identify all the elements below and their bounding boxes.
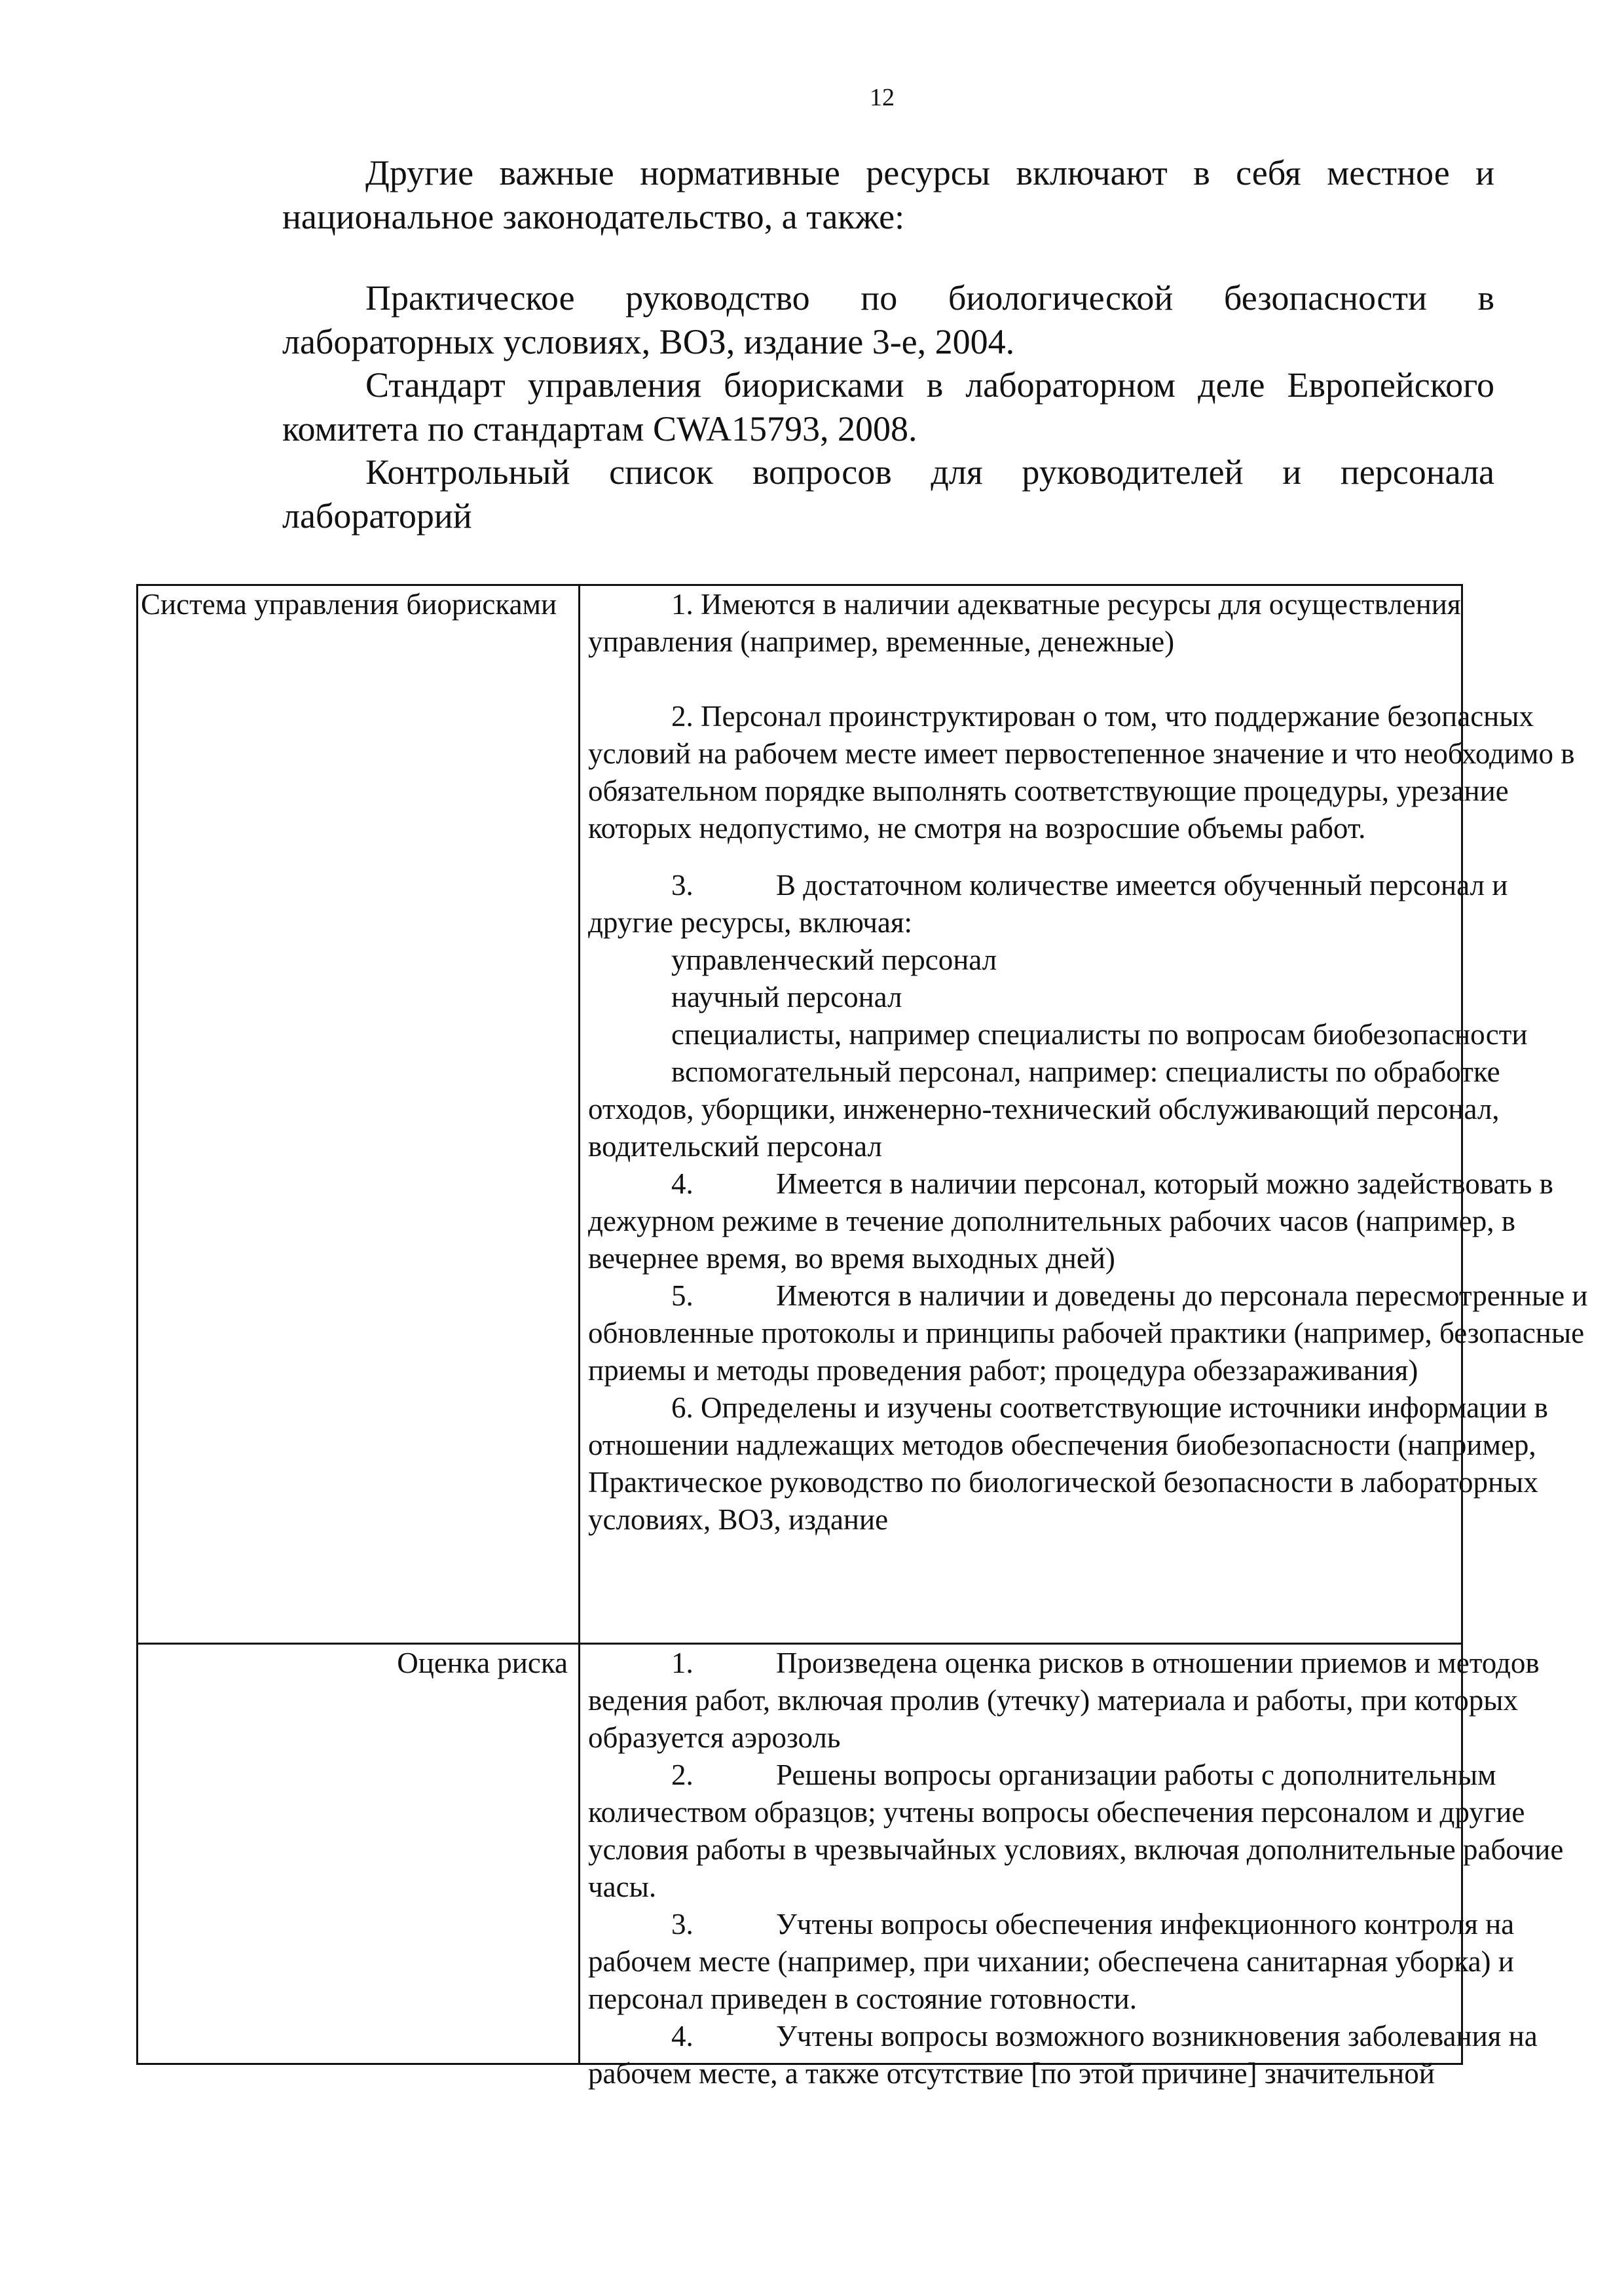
item-number: 4.	[671, 1167, 694, 1200]
biorisk-item-1: 1. Имеются в наличии адекватные ресурсы для осуществления управления (например, временные, денежные)	[588, 588, 1461, 658]
intro-paragraph-3: Стандарт управления биорисками в лабораторном деле Европейского комитета по стандартам CWA15793, 2008.	[282, 365, 1494, 448]
biorisk-item-3-sub-4: вспомогательный персонал, например: специалисты по обработке отходов, уборщики, инженерно-технический обслуживающий персонал, водительский персонал	[588, 1055, 1500, 1163]
table-column-divider	[578, 586, 580, 2063]
item-number: 3.	[671, 1908, 694, 1941]
intro-paragraph-1: Другие важные нормативные ресурсы включают в себя местное и национальное законодательство, а также:	[282, 153, 1494, 236]
item-number: 3.	[671, 869, 694, 902]
item-number: 2.	[671, 1758, 694, 1791]
biorisk-item-3-sub-3: специалисты, например специалисты по вопросам биобезопасности	[671, 1018, 1528, 1051]
risk-item-1	[588, 1645, 1594, 1757]
intro-paragraph-2: Практическое руководство по биологической безопасности в лабораторных условиях, ВОЗ, издание 3-е, 2004.	[282, 278, 1494, 361]
biorisk-item-4	[588, 1165, 1594, 1277]
biorisk-item-5	[588, 1277, 1594, 1389]
item-text: Учтены вопросы обеспечения инфекционного контроля на рабочем месте (например, при чихании; обеспечена санитарная уборка) и персонал приведен в состояние готовности.	[588, 1908, 1515, 2015]
biorisk-item-3	[588, 867, 1594, 941]
item-number: 5.	[671, 1279, 694, 1312]
item-number: 4.	[671, 2020, 694, 2052]
item-text: Имеются в наличии и доведены до персонала пересмотренные и обновленные протоколы и принципы рабочей практики (например, безопасные приемы и методы проведения работ; процедура обеззараживания)	[588, 1279, 1588, 1387]
item-text: Учтены вопросы возможного возникновения заболевания на рабочем месте, а также отсутствие [по этой причине] значительной	[588, 2020, 1538, 2090]
risk-item-4	[588, 2018, 1594, 2092]
biorisk-item-2: 2. Персонал проинструктирован о том, что поддержание безопасных условий на рабочем месте имеет первостепенное значение и что необходимо в обязательном порядке выполнять соответствующие процедуры, урезание которых недопустимо, не смотря на возросшие объемы работ.	[588, 700, 1575, 845]
item-text: Решены вопросы организации работы с дополнительным количеством образцов; учтены вопросы обеспечения персоналом и другие условия работы в чрезвычайных условиях, включая дополнительные рабочие часы.	[588, 1758, 1564, 1903]
intro-paragraph-4: Контрольный список вопросов для руководителей и персонала лабораторий	[282, 452, 1494, 536]
item-text: Имеется в наличии персонал, который можно задействовать в дежурном режиме в течение дополнительных рабочих часов (например, в вечернее время, во время выходных дней)	[588, 1167, 1553, 1275]
risk-item-2	[588, 1757, 1594, 1906]
row-content-biorisk-management	[588, 586, 1594, 1643]
item-number: 1.	[671, 1647, 694, 1679]
risk-item-3	[588, 1906, 1594, 2018]
item-text: Произведена оценка рисков в отношении приемов и методов ведения работ, включая пролив (утечку) материала и работы, при которых образуется аэрозоль	[588, 1647, 1540, 1754]
row-content-risk-assessment	[588, 1645, 1594, 2090]
row-label-risk-assessment: Оценка риска	[397, 1647, 568, 1679]
page-number: 12	[870, 84, 895, 111]
biorisk-item-3-sub-1: управленческий персонал	[671, 943, 997, 976]
biorisk-item-6: 6. Определены и изучены соответствующие источники информации в отношении надлежащих методов обеспечения биобезопасности (например, Практическое руководство по биологической безопасности в лабораторных условиях, ВОЗ, издание	[588, 1391, 1548, 1536]
item-text: В достаточном количестве имеется обученный персонал и другие ресурсы, включая:	[588, 869, 1508, 939]
checklist-table	[136, 584, 1588, 2090]
biorisk-item-3-sub-2: научный персонал	[671, 981, 902, 1013]
row-label-biorisk-management: Система управления биорисками	[141, 588, 557, 621]
